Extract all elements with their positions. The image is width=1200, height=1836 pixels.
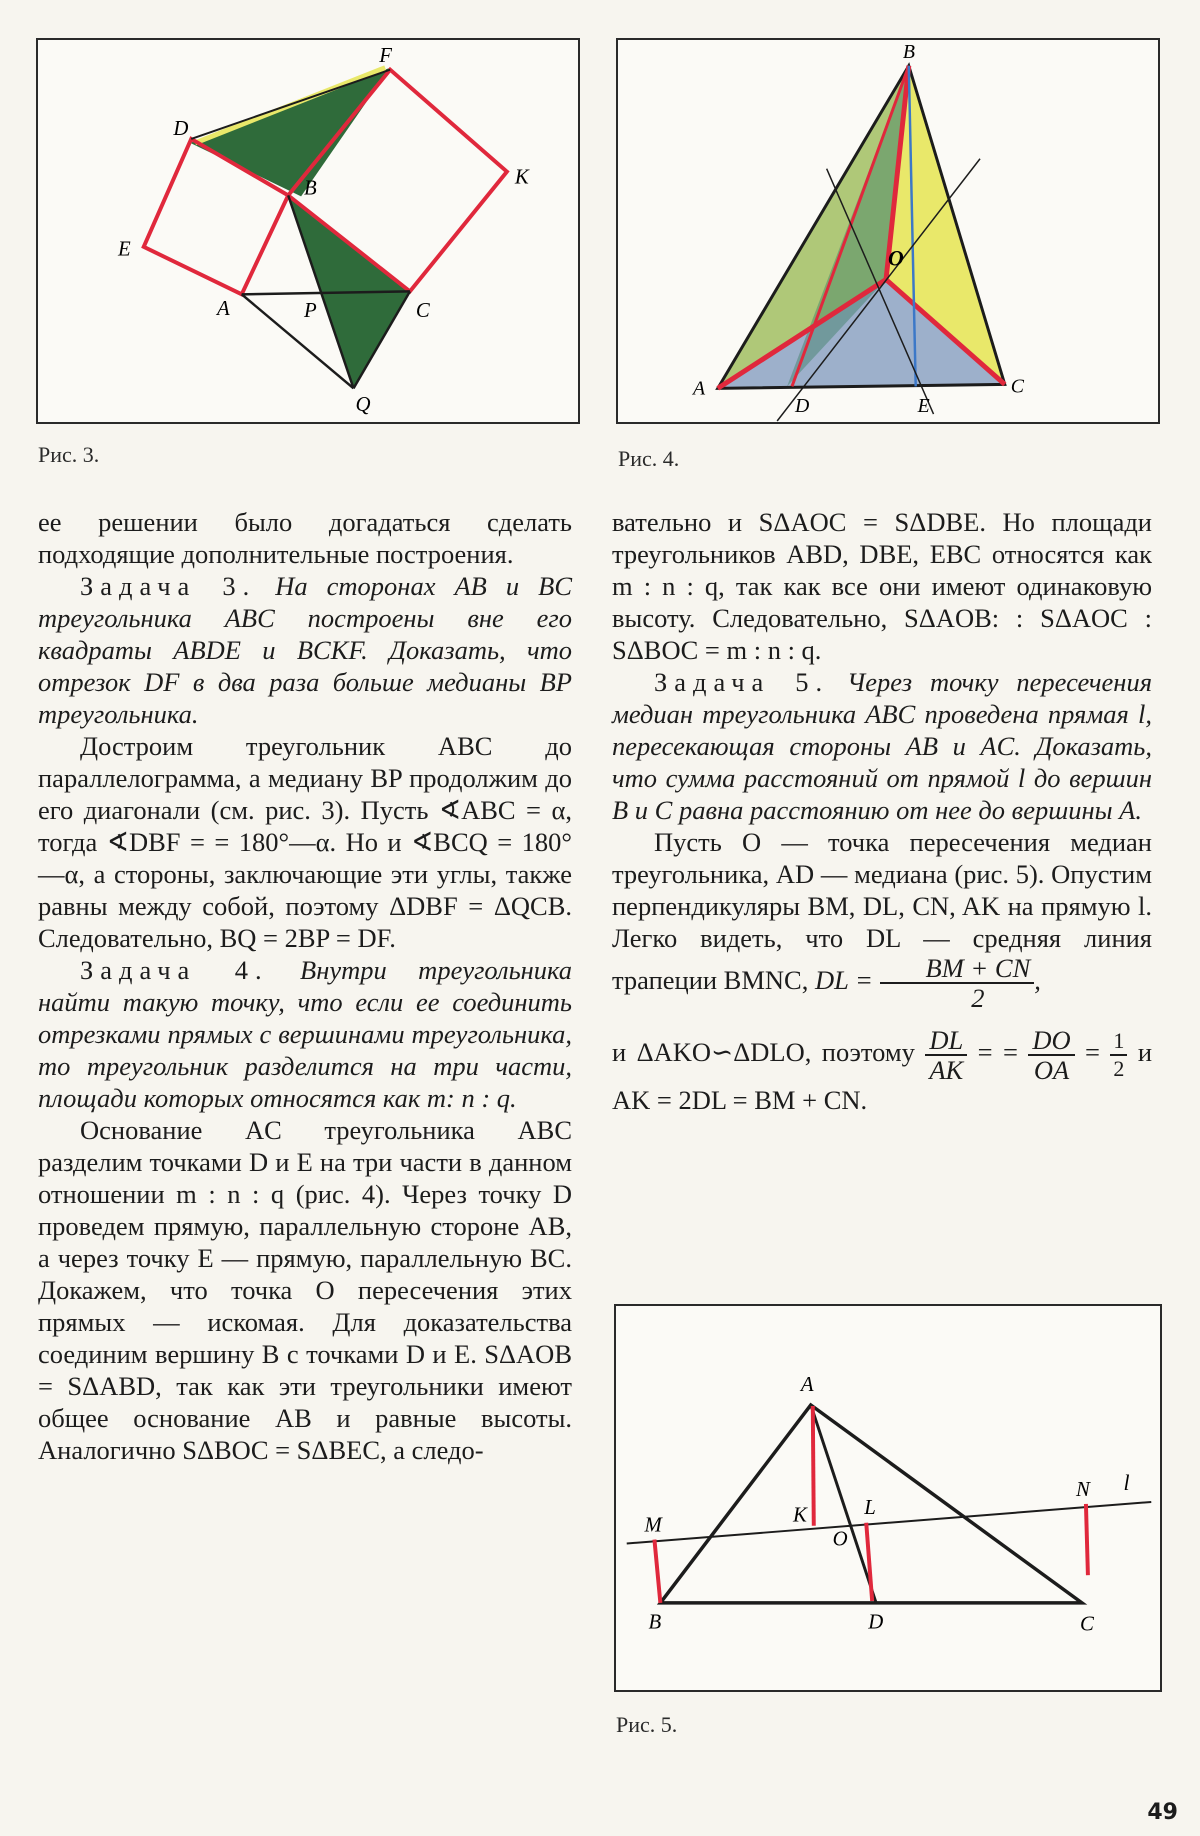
label-o: O [832, 1527, 848, 1551]
figure-4-caption: Рис. 4. [618, 446, 680, 471]
task-3 [38, 570, 572, 730]
left-column [38, 506, 572, 1466]
label-a: A [216, 297, 230, 321]
label-a: A [800, 1373, 814, 1397]
right-paragraph-3-start: и ΔAKO∽ΔDLO, поэтому [612, 1037, 915, 1068]
figure-3 [36, 38, 580, 424]
right-column [612, 506, 1152, 1116]
label-f: F [379, 43, 392, 67]
perpendicular-ak [813, 1406, 814, 1526]
label-c: C [1010, 375, 1024, 398]
formula-dl-denominator: 2 [971, 983, 985, 1013]
task-4-text: Внутри треугольника найти такую точку, что если ее соединить отрезками прямых с вершинами треугольника, то треугольник разделится на три части, площади которых относятся как m: n : q. [38, 955, 573, 1113]
formula-do-oa-denominator: OA [1033, 1055, 1070, 1085]
formula-dl-ak-numerator: DL [925, 1026, 967, 1056]
formula-do-oa-numerator: DO [1028, 1026, 1074, 1056]
label-line-l: l [1123, 1471, 1130, 1496]
label-k: K [792, 1503, 807, 1527]
right-paragraph-2 [612, 826, 1152, 1012]
label-d: D [173, 117, 189, 141]
task-5 [612, 666, 1152, 826]
label-d: D [868, 1610, 884, 1634]
right-paragraph-3: и ΔAKO∽ΔDLO, поэтому $\frac{DL}{AK}$ = = $\frac{DO}{OA}$ = $\frac{1}{2}$ и AK = 2DL = BM + CN. [612, 1025, 1153, 1115]
figure-3-caption: Рис. 3. [38, 442, 100, 467]
task-3-text: На сторонах AB и BC треугольника ABC построены вне его квадраты ABDE и BCKF. Доказать, что отрезок DF в два раза больше медианы BP треугольника. [38, 571, 573, 729]
label-b: B [304, 176, 317, 200]
figure-5 [614, 1304, 1162, 1692]
perpendicular-dl [866, 1523, 872, 1601]
right-paragraph-2-text: Пусть O — точка пересечения медиан треугольника, AD — медиана (рис. 5). Опустим перпендикуляры BM, DL, CN, AK на прямую l. Легко видеть, что DL — средняя линия трапеции BMNC, [612, 827, 1152, 996]
label-e: E [117, 237, 131, 261]
figure-4 [616, 38, 1160, 424]
formula-one-half-denominator: 2 [1113, 1056, 1125, 1081]
right-paragraph-3-end: и AK = 2DL = BM + CN. [612, 1037, 1153, 1115]
label-b: B [902, 40, 915, 63]
label-n: N [1076, 1478, 1090, 1502]
figure-4-drawing [618, 40, 1158, 422]
left-paragraph-3: Основание AC треугольника ABC разделим точками D и E на три части в данном отношении m : n : q (рис. 4). Через точку D проведем прямую, параллельную стороне AB, а через точку E — прямую, параллельную BC. Докажем, что точка O пересечения этих прямых — искомая. Для доказательства соединим вершину B с точками D и E. SΔAOB = SΔABD, так как эти треугольники имеют общее основание AB и равные высоты. Аналогично SΔBOC = SΔBEC, а следо- [38, 1115, 572, 1465]
label-o: O [888, 246, 904, 271]
figure-3-drawing [38, 40, 578, 422]
right-paragraph-1: вательно и SΔAOC = SΔDBE. Но площади треугольников ABD, DBE, EBC относятся как m : n : q, так как все они имеют одинаковую высоту. Следовательно, SΔAOB: : SΔAOC : SΔBOC = m : n : q. [612, 507, 1152, 665]
figure-5-caption: Рис. 5. [616, 1712, 678, 1737]
task-3-label: Задача 3. [80, 571, 257, 601]
perpendicular-cn [1086, 1504, 1088, 1575]
left-paragraph-1: ее решении было догадаться сделать подходящие дополнительные построения. [38, 507, 572, 569]
task-5-text: Через точку пересечения медиан треугольника ABC проведена прямая l, пересекающая стороны AB и AC. Доказать, что сумма расстояний от прямой l до вершин B и C равна расстоянию от нее до вершины A. [612, 667, 1153, 825]
label-d: D [794, 395, 810, 418]
label-p: P [304, 299, 317, 323]
perpendicular-bm [654, 1540, 660, 1603]
formula-one-half [1110, 1028, 1127, 1082]
label-b: B [648, 1610, 662, 1634]
label-k: K [514, 165, 529, 189]
label-c: C [1080, 1612, 1094, 1636]
formula-dl-numerator: BM + CN [880, 954, 1035, 984]
task-5-label: Задача 5. [654, 667, 830, 697]
page-number: 49 [1147, 1800, 1178, 1825]
formula-dl-ak [925, 1026, 967, 1084]
label-l: L [864, 1495, 876, 1519]
label-q: Q [355, 393, 371, 417]
formula-do-oa [1028, 1026, 1074, 1084]
line-l [627, 1502, 1152, 1544]
left-paragraph-2: Достроим треугольник ABC до параллелограмма, а медиану BP продолжим до его диагонали (см. рис. 3). Пусть ∢ABC = α, тогда ∢DBF = = 180°—α. Но и ∢BCQ = 180°—α, а стороны, заключающие эти углы, также равны между собой, поэтому ΔDBF = ΔQCB. Следовательно, BQ = 2BP = DF. [38, 731, 572, 953]
task-4 [38, 954, 572, 1114]
label-a: A [693, 377, 706, 400]
formula-dl: DL = $\frac{BM + CN}{2}$ , [814, 953, 1041, 1013]
label-e: E [917, 395, 930, 418]
formula-dl-lhs: DL = [814, 965, 873, 996]
label-c: C [415, 299, 430, 323]
task-4-label: Задача 4. [80, 955, 269, 985]
formula-dl-ak-denominator: AK [929, 1055, 964, 1085]
figure-5-drawing [616, 1306, 1160, 1690]
label-m: M [644, 1513, 662, 1537]
formula-one-half-numerator: 1 [1110, 1028, 1127, 1056]
formula-dl-fraction [880, 954, 1035, 1012]
